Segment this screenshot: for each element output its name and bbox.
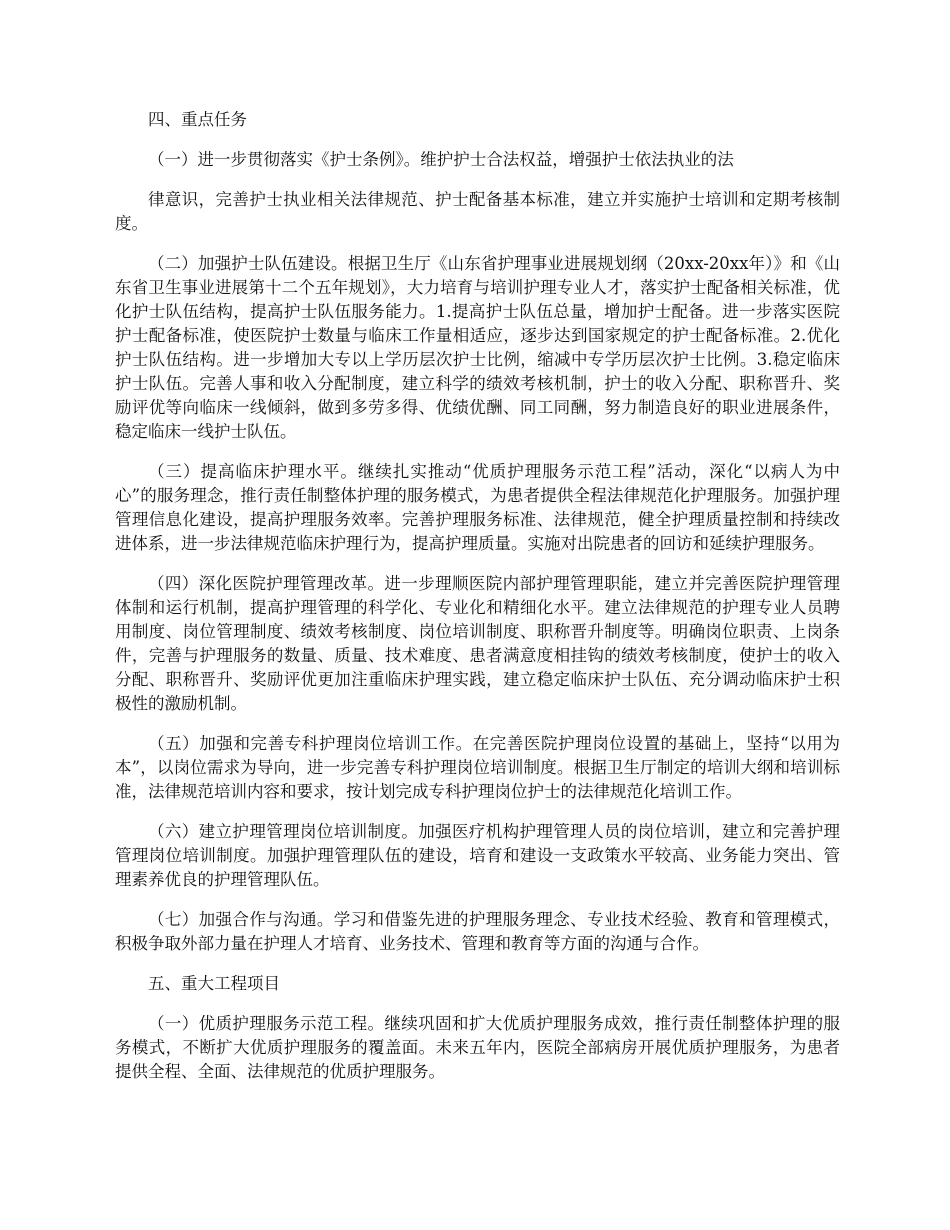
paragraph-6: （六）建立护理管理岗位培训制度。加强医疗机构护理管理人员的岗位培训，建立和完善护理管理岗位培训制度。加强护理管理队伍的建设，培育和建设一支政策水平较高、业务能力突出、管理素养优良的护理管理队伍。 xyxy=(115,822,840,889)
paragraph-4: （四）深化医院护理管理改革。进一步理顺医院内部护理管理职能，建立并完善医院护理管理体制和运行机制，提高护理管理的科学化、专业化和精细化水平。建立法律规范的护理专业人员聘用制度、岗位管理制度、绩效考核制度、岗位培训制度、职称晋升制度等。明确岗位职责、上岗条件，完善与护理服务的数量、质量、技术难度、患者满意度相挂钩的绩效考核制度，使护士的收入分配、职称晋升、奖励评优更加注重临床护理实践，建立稳定临床护士队伍、充分调动临床护士积极性的激励机制。 xyxy=(115,574,840,713)
paragraph-7: （七）加强合作与沟通。学习和借鉴先进的护理服务理念、专业技术经验、教育和管理模式，积极争取外部力量在护理人才培育、业务技术、管理和教育等方面的沟通与合作。 xyxy=(115,910,840,953)
paragraph-1-1: （一）进一步贯彻落实《护士条例》。维护护士合法权益，增强护士依法执业的法 xyxy=(148,150,734,169)
paragraph-3: （三）提高临床护理水平。继续扎实推动“优质护理服务示范工程”活动，深化“以病人为中心”的服务理念，推行责任制整体护理的服务模式，为患者提供全程法律规范化护理服务。加强护理管理信息化建设，提高护理服务效率。完善护理服务标准、法律规范，健全护理质量控制和持续改进体系，进一步法律规范临床护理行为，提高护理质量。实施对出院患者的回访和延续护理服务。 xyxy=(115,462,840,553)
paragraph-2: （二）加强护士队伍建设。根据卫生厅《山东省护理事业进展规划纲（20xx-20xx年）》和《山东省卫生事业进展第十二个五年规划》，大力培育与培训护理专业人才，落实护士配备相关标准，优化护士队伍结构，提高护士队伍服务能力。1.提高护士队伍总量，增加护士配备。进一步落实医院护士配备标准，使医院护士数量与临床工作量相适应，逐步达到国家规定的护士配备标准。2.优化护士队伍结构。进一步增加大专以上学历层次护士比例，缩减中专学历层次护士比例。3.稳定临床护士队伍。完善人事和收入分配制度，建立科学的绩效考核机制，护士的收入分配、职称晋升、奖励评优等向临床一线倾斜，做到多劳多得、优绩优酬、同工同酬，努力制造良好的职业进展条件，稳定临床一线护士队伍。 xyxy=(115,254,840,441)
paragraph-1-2: 律意识，完善护士执业相关法律规范、护士配备基本标准，建立并实施护士培训和定期考核制度。 xyxy=(115,190,840,233)
document-body xyxy=(115,108,840,1100)
paragraph-project-1: （一）优质护理服务示范工程。继续巩固和扩大优质护理服务成效，推行责任制整体护理的服务模式，不断扩大优质护理服务的覆盖面。未来五年内，医院全部病房开展优质护理服务，为患者提供全程、全面、法律规范的优质护理服务。 xyxy=(115,1014,840,1081)
section-heading-major-projects: 五、重大工程项目 xyxy=(148,974,280,993)
paragraph-5: （五）加强和完善专科护理岗位培训工作。在完善医院护理岗位设置的基础上，坚持“以用为本”，以岗位需求为导向，进一步完善专科护理岗位培训制度。根据卫生厅制定的培训大纲和培训标准，法律规范培训内容和要求，按计划完成专科护理岗位护士的法律规范化培训工作。 xyxy=(115,734,840,801)
section-heading-key-tasks: 四、重点任务 xyxy=(148,110,247,129)
